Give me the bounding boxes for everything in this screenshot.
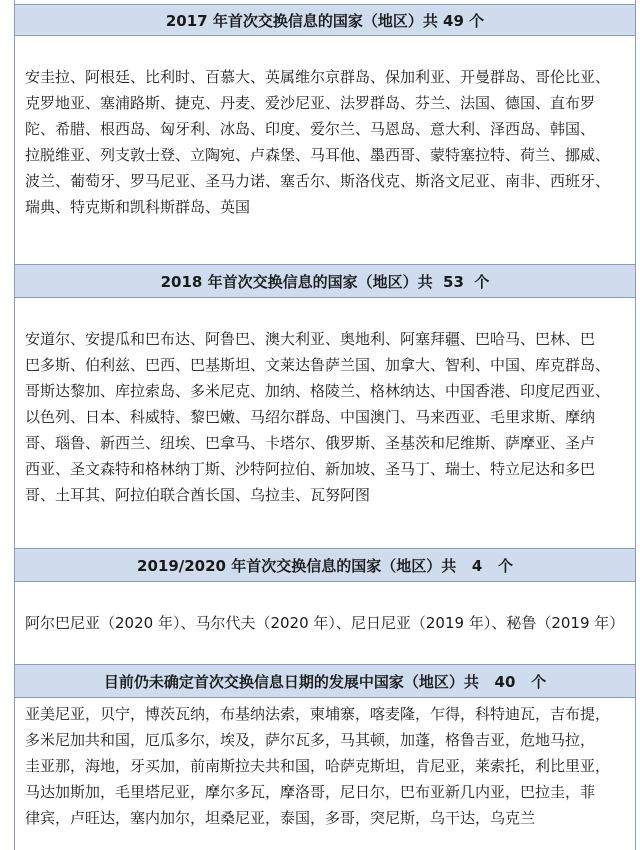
exchange-info-table — [14, 0, 636, 850]
section-header-2019-2020: 2019/2020 年首次交换信息的国家（地区）共 4 个 — [15, 548, 635, 582]
section-countries-2019-2020: 阿尔巴尼亚（2020 年）、马尔代夫（2020 年）、尼日尼亚（2019 年）、秘鲁（2019 年） — [25, 614, 625, 632]
section-countries-undetermined: 亚美尼亚，贝宁，博茨瓦纳，布基纳法索，柬埔寨，喀麦隆，乍得，科特迪瓦，吉布提， 多米尼加共和国，厄瓜多尔，埃及，萨尔瓦多，马其顿，加蓬，格鲁吉亚，危地马拉， 圭亚那，海地，牙买加，前南斯拉夫共和国，哈萨克斯坦，肯尼亚，莱索托，利比里亚， 马达加斯加，毛里塔尼亚，摩尔多瓦，摩洛哥，尼日尔，巴布亚新几内亚，巴拉圭，菲 律宾，卢旺达，塞内加尔，坦桑尼亚，泰国，多哥，突尼斯，乌干达，乌克兰 — [25, 705, 611, 827]
section-countries-2017: 安圭拉、阿根廷、比利时、百慕大、英属维尔京群岛、保加利亚、开曼群岛、哥伦比亚、 克罗地亚、塞浦路斯、捷克、丹麦、爱沙尼亚、法罗群岛、芬兰、法国、德国、直布罗 陀、希腊、根西岛、匈牙利、冰岛、印度、爱尔兰、马恩岛、意大利、泽西岛、韩国、 拉脱维亚、列支敦士登、立陶宛、卢森堡、马耳他、墨西哥、蒙特塞拉特、荷兰、挪威、 波兰、葡萄牙、罗马尼亚、圣马力诺、塞舌尔、斯洛伐克、斯洛文尼亚、南非、西班牙、 瑞典、特克斯和凯科斯群岛、英国 — [25, 68, 611, 216]
section-header-undetermined: 目前仍未确定首次交换信息日期的发展中国家（地区）共 40 个 — [15, 664, 635, 698]
section-header-2018: 2018 年首次交换信息的国家（地区）共 53 个 — [15, 264, 635, 298]
section-countries-2018: 安道尔、安提瓜和巴布达、阿鲁巴、澳大利亚、奥地利、阿塞拜疆、巴哈马、巴林、巴 巴多斯、伯利兹、巴西、巴基斯坦、文莱达鲁萨兰国、加拿大、智利、中国、库克群岛、 哥斯达黎加、库拉索岛、多米尼克、加纳、格陵兰、格林纳达、中国香港、印度尼西亚、 以色列、日本、科威特、黎巴嫩、马绍尔群岛、中国澳门、马来西亚、毛里求斯、摩纳 哥、瑙鲁、新西兰、纽埃、巴拿马、卡塔尔、俄罗斯、圣基茨和尼维斯、萨摩亚、圣卢 西亚、圣文森特和格林纳丁斯、沙特阿拉伯、新加坡、圣马丁、瑞士、特立尼达和多巴 哥、土耳其、阿拉伯联合酋长国、乌拉圭、瓦努阿图 — [25, 330, 611, 504]
section-header-2017: 2017 年首次交换信息的国家（地区）共 49 个 — [15, 4, 635, 36]
